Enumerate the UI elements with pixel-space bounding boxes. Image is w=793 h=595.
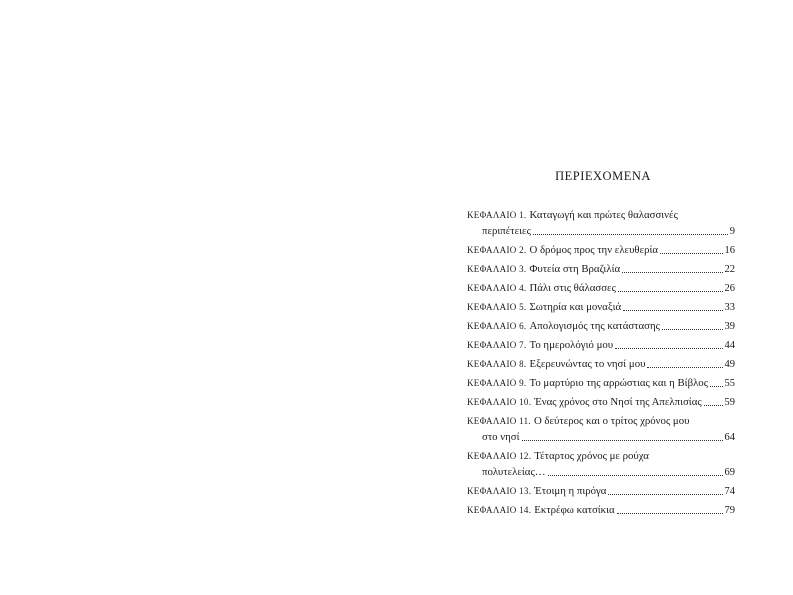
chapter-title: Ένας χρόνος στο Νησί της Απελπισίας [534, 396, 702, 408]
toc-line [467, 356, 735, 372]
chapter-label: ΚΕΦΑΛΑΙΟ 14. [467, 505, 532, 515]
page-number: 69 [724, 467, 735, 478]
leader-dots [618, 291, 723, 292]
toc-line [467, 299, 735, 315]
toc-entry [467, 502, 735, 518]
chapter-title: Το ημερολόγιό μου [529, 339, 614, 351]
chapter-title: Φυτεία στη Βραζιλία [529, 263, 621, 275]
leader-dots [617, 513, 723, 514]
page-number: 44 [724, 340, 735, 351]
leader-dots [710, 386, 723, 387]
toc-line [467, 242, 735, 258]
toc-line [467, 483, 735, 499]
chapter-label: ΚΕΦΑΛΑΙΟ 7. [467, 340, 527, 350]
page-number: 49 [724, 359, 735, 370]
toc-entry [467, 483, 735, 499]
chapter-label: ΚΕΦΑΛΑΙΟ 8. [467, 359, 527, 369]
toc-line [467, 394, 735, 410]
toc-entry [467, 356, 735, 372]
leader-dots [548, 475, 723, 476]
toc-entry [467, 394, 735, 410]
chapter-label: ΚΕΦΑΛΑΙΟ 12. [467, 451, 532, 461]
leader-dots [615, 348, 722, 349]
leader-dots [608, 494, 722, 495]
toc-entry [467, 337, 735, 353]
toc-entry [467, 280, 735, 296]
toc-line [467, 207, 735, 223]
chapter-title: Έτοιμη η πιρόγα [534, 485, 607, 497]
chapter-title: Το μαρτύριο της αρρώστιας και η Βίβλος [529, 377, 708, 389]
toc-line [467, 448, 735, 464]
chapter-title: Ο δεύτερος και ο τρίτος χρόνος μου [533, 415, 690, 427]
page-number: 79 [724, 505, 735, 516]
chapter-title: Απολογισμός της κατάστασης [529, 320, 660, 332]
leader-dots [622, 272, 722, 273]
chapter-title: Πάλι στις θάλασσες [529, 282, 616, 294]
toc-line [467, 502, 735, 518]
leader-dots [623, 310, 722, 311]
toc-entry [467, 413, 735, 445]
chapter-label: ΚΕΦΑΛΑΙΟ 10. [467, 397, 532, 407]
page-number: 33 [724, 302, 735, 313]
toc-line [467, 429, 735, 445]
chapter-label: ΚΕΦΑΛΑΙΟ 9. [467, 378, 527, 388]
page-number: 59 [724, 397, 735, 408]
leader-dots [662, 329, 723, 330]
toc-entry [467, 261, 735, 277]
page-number: 55 [724, 378, 735, 389]
chapter-title-continuation: πολυτελείας… [482, 466, 546, 478]
toc-title: ΠΕΡΙΕΧΟΜΕΝΑ [555, 169, 651, 183]
toc-entry [467, 207, 735, 239]
toc-line [467, 318, 735, 334]
chapter-title-continuation: περιπέτειες [482, 225, 531, 237]
chapter-label: ΚΕΦΑΛΑΙΟ 4. [467, 283, 527, 293]
chapter-label: ΚΕΦΑΛΑΙΟ 13. [467, 486, 532, 496]
chapter-label: ΚΕΦΑΛΑΙΟ 1. [467, 210, 527, 220]
leader-dots [647, 367, 722, 368]
toc-entry [467, 242, 735, 258]
page-number: 16 [724, 245, 735, 256]
chapter-title: Εκτρέφω κατσίκια [534, 504, 615, 516]
toc-line [467, 280, 735, 296]
chapter-label: ΚΕΦΑΛΑΙΟ 6. [467, 321, 527, 331]
page-number: 74 [724, 486, 735, 497]
toc-line [467, 464, 735, 480]
toc-line [467, 261, 735, 277]
chapter-label: ΚΕΦΑΛΑΙΟ 5. [467, 302, 527, 312]
page-number: 64 [724, 432, 735, 443]
toc-entry [467, 299, 735, 315]
toc-entry [467, 318, 735, 334]
leader-dots [522, 440, 723, 441]
chapter-title: Τέταρτος χρόνος με ρούχα [534, 450, 649, 462]
leader-dots [533, 234, 728, 235]
toc-line [467, 413, 735, 429]
chapter-label: ΚΕΦΑΛΑΙΟ 11. [467, 416, 531, 426]
page-number: 39 [724, 321, 735, 332]
chapter-title: Καταγωγή και πρώτες θαλασσινές [529, 209, 678, 221]
table-of-contents [467, 207, 735, 521]
toc-line [467, 223, 735, 239]
chapter-label: ΚΕΦΑΛΑΙΟ 2. [467, 245, 527, 255]
right-page [396, 0, 793, 595]
chapter-title-continuation: στο νησί [482, 431, 520, 443]
toc-line [467, 337, 735, 353]
toc-line [467, 375, 735, 391]
leader-dots [660, 253, 722, 254]
chapter-title: Σωτηρία και μοναξιά [529, 301, 622, 313]
page-number: 22 [724, 264, 735, 275]
leader-dots [704, 405, 723, 406]
page-number: 26 [724, 283, 735, 294]
chapter-title: Ο δρόμος προς την ελευθερία [529, 244, 659, 256]
page-number: 9 [729, 226, 735, 237]
toc-entry [467, 375, 735, 391]
chapter-title: Εξερευνώντας το νησί μου [529, 358, 646, 370]
toc-entry [467, 448, 735, 480]
chapter-label: ΚΕΦΑΛΑΙΟ 3. [467, 264, 527, 274]
left-page [0, 0, 396, 595]
